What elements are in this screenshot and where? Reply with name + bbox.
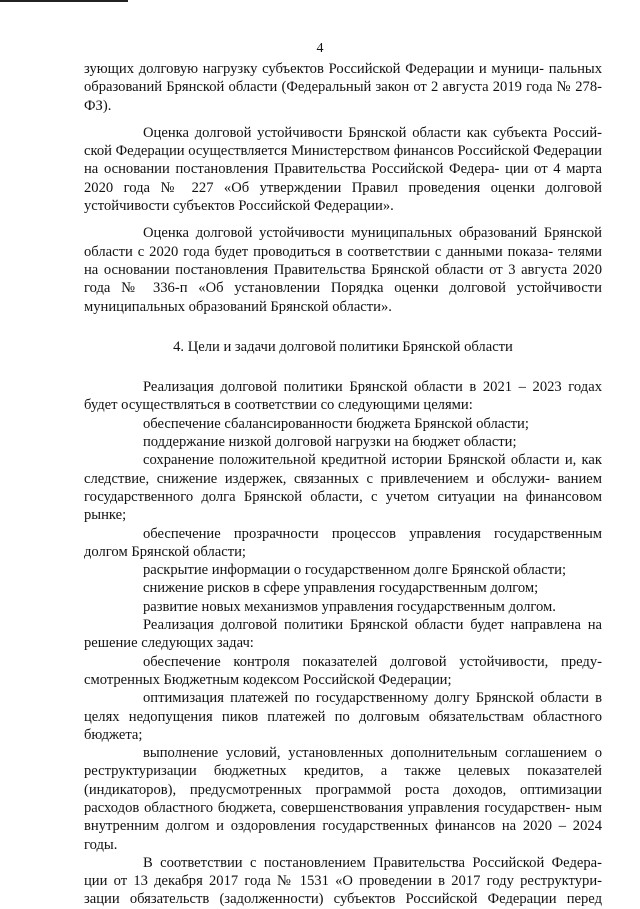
section-heading: 4. Цели и задачи долговой политики Брянской области <box>173 338 513 355</box>
task-item: выполнение условий, установленных дополнительным соглашением о реструктуризации бюджетных кредитов, а также целевых показателей (индикаторов), предусмотренных программой роста доходов, оптимизации расходов областного бюджета, совершенствования управления государствен- ным внутренним долгом и оздоровления государственных финансов на 2020 – 2024 годы. <box>84 745 602 853</box>
page-number: 4 <box>316 41 324 56</box>
top-rule <box>0 0 128 2</box>
goal-item: снижение рисков в сфере управления государственным долгом; <box>143 580 539 597</box>
goal-item: развитие новых механизмов управления государственным долгом. <box>143 598 556 615</box>
goal-item: обеспечение сбалансированности бюджета Брянской области; <box>143 415 529 432</box>
task-item: обеспечение контроля показателей долговой устойчивости, преду- смотренных Бюджетным кодексом Российской Федерации; <box>84 653 602 688</box>
paragraph: Оценка долговой устойчивости Брянской области как субъекта Россий- ской Федерации осуществляется Министерством финансов Российской Федерации на основании постановления Правительства Российской Федера- ции от 4 марта 2020 года № 227 «Об утверждении Правил проведения оценки долговой устойчивости субъектов Российской Федерации». <box>84 124 602 215</box>
paragraph: Реализация долговой политики Брянской области в 2021 – 2023 годах будет осуществляться в соответствии со следующими целями: <box>84 379 602 414</box>
task-item: оптимизация платежей по государственному долгу Брянской области в целях недопущения пиков платежей по долговым обязательствам областного бюджета; <box>84 690 602 743</box>
document-body <box>84 60 602 909</box>
goal-item: обеспечение прозрачности процессов управления государственным долгом Брянской области; <box>84 525 602 560</box>
goal-item: раскрытие информации о государственном долге Брянской области; <box>143 562 566 579</box>
paragraph: Реализация долговой политики Брянской области будет направлена на решение следующих задач: <box>84 617 602 652</box>
goal-item: поддержание низкой долговой нагрузки на бюджет области; <box>143 434 517 451</box>
paragraph: В соответствии с постановлением Правительства Российской Федера- ции от 13 декабря 2017 года № 1531 «О проведении в 2017 году реструктури- зации обязательств (задолженности) субъектов Российской Федерации перед <box>84 854 602 908</box>
paragraph: зующих долговую нагрузку субъектов Российской Федерации и муници- пальных образований Брянской области (Федеральный закон от 2 августа 2019 года № 278-ФЗ). <box>84 61 602 114</box>
goal-item: сохранение положительной кредитной истории Брянской области и, как следствие, снижение издержек, связанных с привлечением и обслужи- ванием государственного долга Брянской области, с учетом ситуации на финансовом рынке; <box>84 452 602 524</box>
paragraph: Оценка долговой устойчивости муниципальных образований Брянской области с 2020 года будет проводиться в соответствии с данными показа- телями на основании постановления Правительства Брянской области от 3 августа 2020 года № 336-п «Об установлении Порядка оценки долговой устойчивости муниципальных образований Брянской области». <box>84 225 602 315</box>
